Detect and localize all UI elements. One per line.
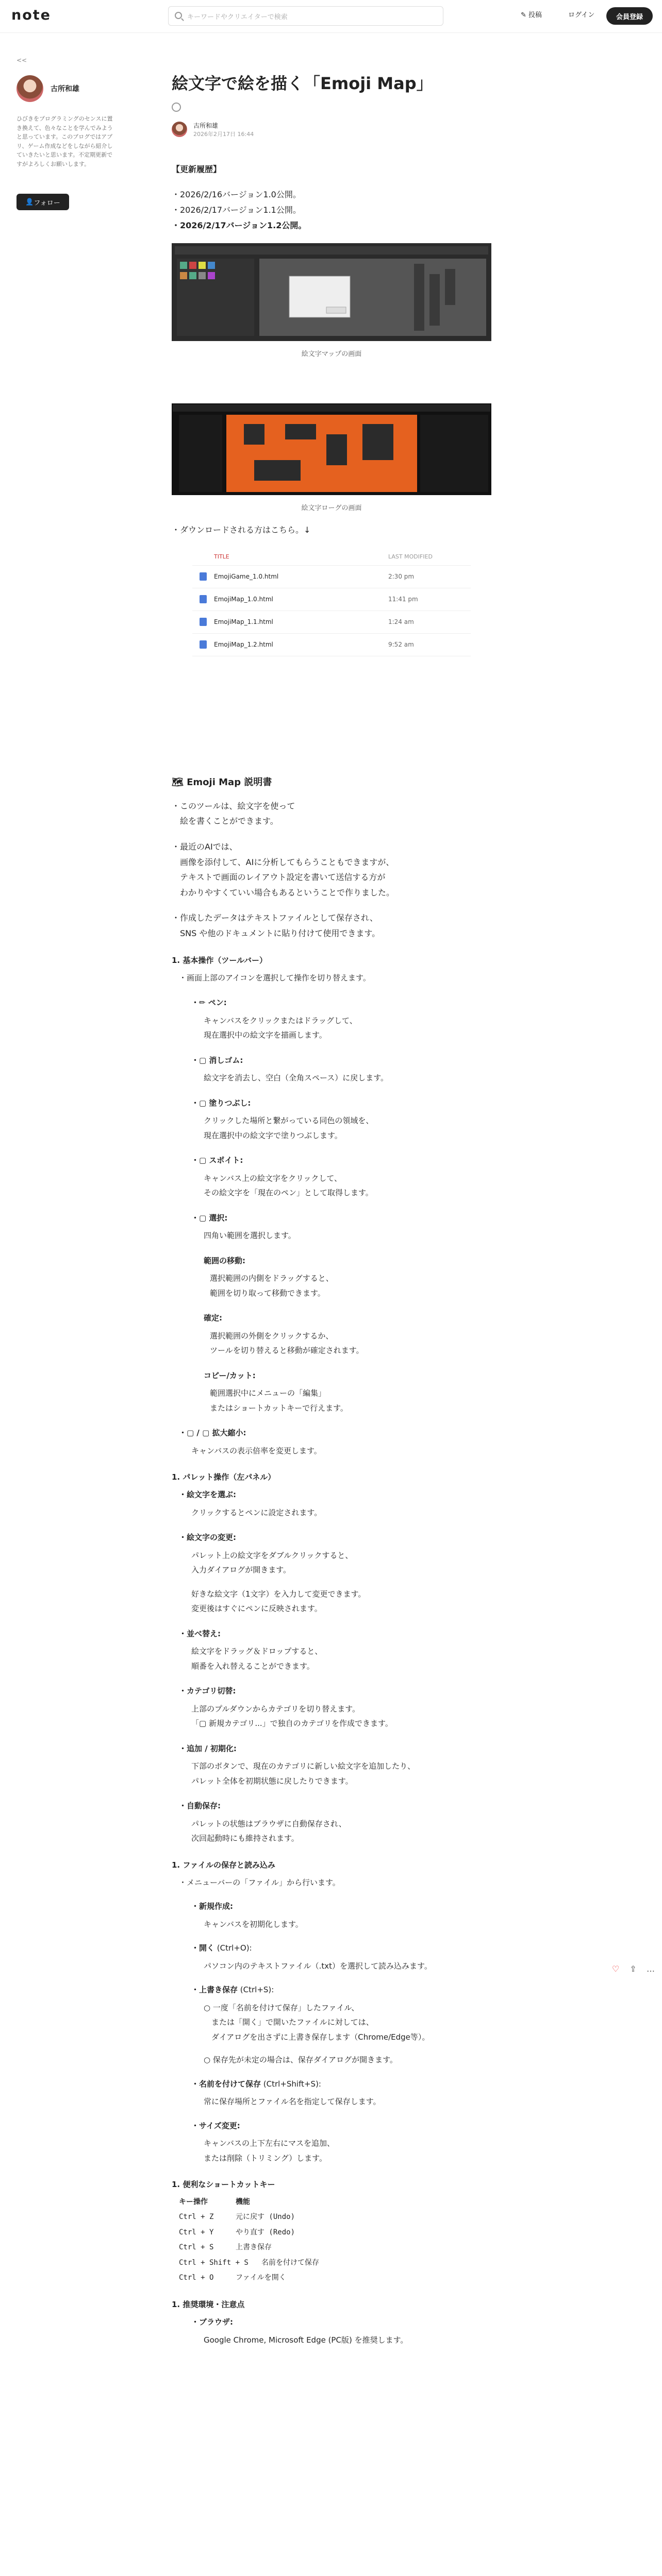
subsection-heading: 1. 基本操作（ツールバー） xyxy=(172,955,268,965)
search-icon xyxy=(175,12,182,19)
list-item: ・ブラウザ: xyxy=(191,2317,233,2327)
history-list: ・2026/2/16バージョン1.0公開。 ・2026/2/17バージョン1.1公開。 ・2026/2/17バージョン1.2公開。 xyxy=(172,190,307,230)
list-item: キャンバスの表示倍率を変更します。 xyxy=(191,1446,322,1455)
subsection-heading: 1. 推奨環境・注意点 xyxy=(172,2300,245,2310)
list-item: キャンバスの上下左右にマスを追加、 または削除（トリミング）します。 xyxy=(204,2139,335,2163)
list-item: 四角い範囲を選択します。 xyxy=(204,1231,296,1241)
avatar[interactable] xyxy=(16,75,43,102)
list-item: ○ 一度「名前を付けて保存」したファイル、 または「開く」で開いたファイルに対しては、 ダイアログを出さずに上書き保存します（Chrome/Edge等）。 ○ 保存先が未定の場合は、保存ダイアログが開きます。 xyxy=(204,2003,430,2065)
table-row[interactable]: EmojiMap_1.2.html 9:52 am xyxy=(192,634,471,656)
subsection-heading: 1. パレット操作（左パネル） xyxy=(172,1472,276,1482)
list-item: クリックするとペンに設定されます。 xyxy=(191,1507,322,1517)
list-item: 選択範囲の外側をクリックするか、 ツールを切り替えると移動が確定されます。 xyxy=(210,1331,364,1355)
list-item: クリックした場所と繋がっている同色の領域を、 現在選択中の絵文字で塗りつぶします。 xyxy=(204,1116,374,1140)
list-item: Google Chrome, Microsoft Edge (PC版) を推奨します。 xyxy=(204,2335,408,2345)
file-icon xyxy=(200,595,207,603)
list-item: ・自動保存: xyxy=(179,1801,221,1811)
list-item: 下部のボタンで、現在のカテゴリに新しい絵文字を追加したり、 パレット全体を初期状態に戻したりできます。 xyxy=(191,1761,416,1786)
figure-emoji-rogue xyxy=(172,403,491,512)
subsection-heading: 1. ファイルの保存と読み込み xyxy=(172,1860,276,1870)
login-button[interactable]: ログイン xyxy=(568,11,595,19)
byline xyxy=(172,121,491,138)
list-item: ・▢ 消しゴム: xyxy=(191,1055,243,1065)
file-icon xyxy=(200,640,207,649)
author-name[interactable]: 古所和雄 xyxy=(51,85,79,93)
list-item: ・✏ ペン: xyxy=(191,998,227,1008)
history-label: 【更新履歴】 xyxy=(172,164,222,174)
list-item: ・開く (Ctrl+O): xyxy=(191,1943,252,1953)
figure-caption: 絵文字ローグの画面 xyxy=(301,504,362,513)
list-item: ・絵文字の変更: xyxy=(179,1533,236,1543)
paragraph: ・最近のAIでは、 画像を添付して、AIに分析してもらうこともできますが、 テキストで画面のレイアウト設定を書いて送信する方が わかりやすくていい場合もあるということで作りました。 xyxy=(172,841,395,897)
list-item: ・画面上部のアイコンを選択して操作を切り替えます。 xyxy=(179,973,371,982)
list-item: パレット上の絵文字をダブルクリックすると、 入力ダイアログが開きます。 好きな絵文字（1文字）を入力して変更できます。 変更後はすぐにペンに反映されます。 xyxy=(191,1550,366,1614)
figure-emoji-map xyxy=(172,243,491,358)
list-item: ・サイズ変更: xyxy=(191,2121,240,2130)
list-item: ・追加 / 初期化: xyxy=(179,1743,237,1753)
note-logo[interactable]: note xyxy=(11,7,51,23)
figure-caption: 絵文字マップの画面 xyxy=(301,350,362,359)
list-item: パソコン内のテキストファイル（.txt）を選択して読み込みます。 xyxy=(204,1961,432,1971)
list-item: ・▢ 塗りつぶし: xyxy=(191,1098,251,1108)
search-input[interactable]: キーワードやクリエイターで検索 xyxy=(168,6,443,26)
article xyxy=(172,72,491,2350)
list-item: 絵文字をドラッグ＆ドロップすると、 順番を入れ替えることができます。 xyxy=(191,1647,323,1671)
list-item: 常に保存場所とファイル名を指定して保存します。 xyxy=(204,2097,381,2107)
table-row[interactable]: EmojiMap_1.1.html 1:24 am xyxy=(192,611,471,634)
post-button[interactable]: ✎ 投稿 xyxy=(521,11,542,19)
author-bio: ひびきをプログラミングのセンスに置き換えて、色々なことを学んでみようと思っています。このブログではアプリ、ゲーム作成などをしながら紹介していきたいと思います。不定期更新ですがよろしくお願いします。 xyxy=(16,115,113,167)
table-row[interactable]: EmojiGame_1.0.html 2:30 pm xyxy=(192,566,471,588)
table-row[interactable]: EmojiMap_1.0.html 11:41 pm xyxy=(192,588,471,611)
list-item: ・並べ替え: xyxy=(179,1629,221,1638)
file-icon xyxy=(200,618,207,626)
list-item: 絵文字を消去し、空白（全角スペース）に戻します。 xyxy=(204,1073,389,1083)
avatar[interactable] xyxy=(172,122,187,137)
author-name[interactable]: 古所和雄 xyxy=(193,122,219,129)
list-item: 上部のプルダウンからカテゴリを切り替えます。 「▢ 新規カテゴリ...」で独自のカテゴリを作成できます。 xyxy=(191,1704,393,1728)
list-item: ・▢ スポイト: xyxy=(191,1156,243,1165)
list-item: キャンバスを初期化します。 xyxy=(204,1919,303,1929)
list-item: パレットの状態はブラウザに自動保存され、 次回起動時にも維持されます。 xyxy=(191,1819,346,1843)
top-header xyxy=(0,0,662,33)
list-item: ・絵文字を選ぶ: xyxy=(179,1490,236,1500)
post-date: 2026年2月17日 16:44 xyxy=(193,130,254,138)
list-item: ・▢ / ▢ 拡大縮小: xyxy=(179,1428,246,1438)
register-button[interactable]: 会員登録 xyxy=(606,7,653,25)
list-item: ・名前を付けて保存 (Ctrl+Shift+S): xyxy=(191,2079,321,2089)
list-item: ・上書き保存 (Ctrl+S): xyxy=(191,1985,274,1995)
floating-actions xyxy=(610,1963,656,1974)
heart-icon[interactable]: ♡ xyxy=(611,1963,620,1974)
table-header: TITLE LAST MODIFIED xyxy=(192,548,471,566)
subsection-heading: 1. 便利なショートカットキー xyxy=(172,2180,275,2190)
screenshot-emoji-rogue xyxy=(172,403,491,495)
paragraph: ・このツールは、絵文字を使って 絵を書くことができます。 xyxy=(172,801,295,826)
article-title: 絵文字で絵を描く「Emoji Map」 xyxy=(172,74,433,93)
sidebar xyxy=(16,57,114,64)
download-note: ・ダウンロードされる方はこちら。↓ xyxy=(172,525,311,535)
screenshot-emoji-map xyxy=(172,243,491,341)
list-item: キャンバスをクリックまたはドラッグして、 現在選択中の絵文字を描画します。 xyxy=(204,1015,357,1040)
paragraph: ・作成したデータはテキストファイルとして保存され、 SNS や他のドキュメントに貼り付けて使用できます。 xyxy=(172,913,380,938)
download-table xyxy=(192,548,471,656)
follow-button[interactable]: 👤 フォロー xyxy=(16,194,69,210)
list-item: 確定: xyxy=(204,1313,222,1323)
list-item: キャンバス上の絵文字をクリックして、 その絵文字を「現在のペン」として取得します。 xyxy=(204,1173,373,1198)
list-item: 範囲の移動: xyxy=(204,1256,245,1265)
shortcut-table: キー操作 機能 Ctrl + Z 元に戻す (Undo) Ctrl + Y やり直す (Redo) Ctrl + S 上書き保存 Ctrl + Shift + S 名前を付けて保存 Ctrl + O ファイルを開く xyxy=(179,2198,319,2282)
share-icon[interactable]: ⇪ xyxy=(630,1963,637,1974)
collapse-icon[interactable]: << xyxy=(16,57,27,64)
list-item: ・カテゴリ切替: xyxy=(179,1686,236,1696)
list-item: ・▢ 選択: xyxy=(191,1213,228,1223)
more-icon[interactable]: … xyxy=(647,1963,655,1974)
list-item: 範囲選択中にメニューの「編集」 またはショートカットキーで行えます。 xyxy=(210,1388,348,1413)
list-item: ・メニューバーの「ファイル」から行います。 xyxy=(179,1877,340,1887)
list-item: 選択範囲の内側をドラッグすると、 範囲を切り取って移動できます。 xyxy=(210,1274,334,1298)
list-item: ・新規作成: xyxy=(191,1902,233,1911)
like-icon[interactable] xyxy=(172,103,181,112)
section-heading: 🗺 Emoji Map 説明書 xyxy=(172,776,272,788)
list-item: コピー/カット: xyxy=(204,1370,256,1380)
file-icon xyxy=(200,572,207,581)
